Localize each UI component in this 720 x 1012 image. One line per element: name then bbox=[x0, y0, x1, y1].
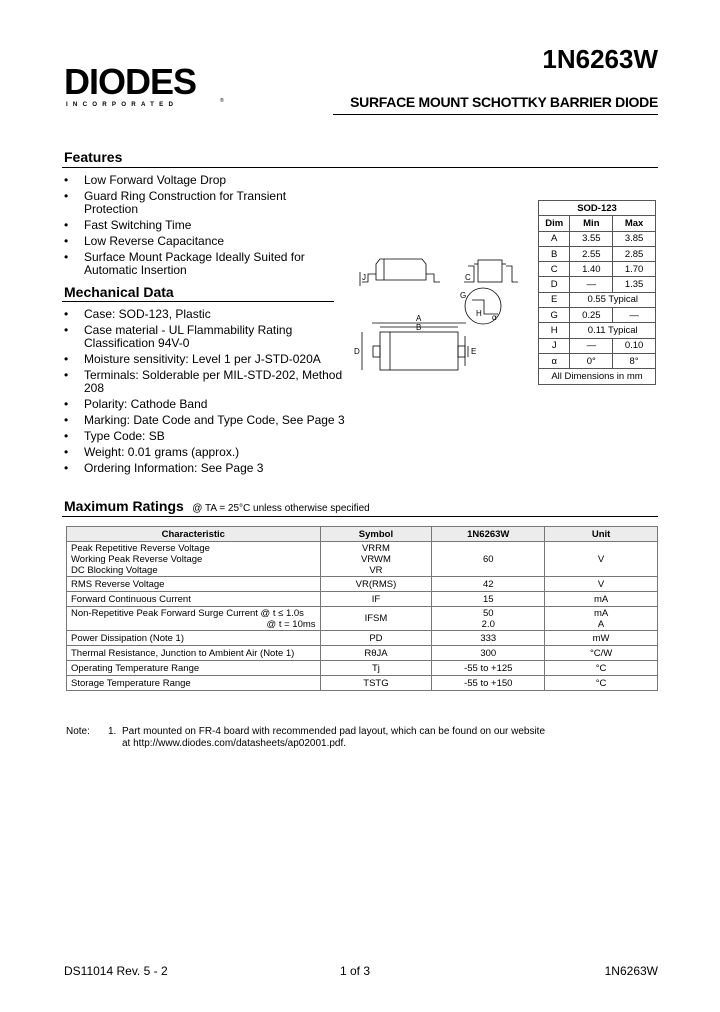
ratings-characteristic-line: Storage Temperature Range bbox=[71, 677, 191, 689]
list-item-text: Polarity: Cathode Band bbox=[84, 397, 208, 411]
top-view-pad-right bbox=[458, 346, 465, 357]
dim-cell: A bbox=[539, 231, 570, 246]
ratings-symbol-line: PD bbox=[369, 632, 383, 644]
ratings-value-line: 300 bbox=[480, 647, 497, 659]
dim-row bbox=[539, 231, 656, 246]
ratings-characteristic-line: Operating Temperature Range bbox=[71, 662, 200, 674]
dim-cell: α bbox=[539, 353, 570, 368]
list-item-text: Case material - UL Flammability Rating bbox=[84, 323, 293, 337]
dim-footer: All Dimensions in mm bbox=[539, 369, 656, 384]
dim-row bbox=[539, 277, 656, 292]
ratings-characteristic-line: @ t = 10ms bbox=[266, 618, 316, 630]
label-j: J bbox=[362, 273, 366, 282]
list-item-text: Moisture sensitivity: Level 1 per J-STD-020A bbox=[84, 352, 321, 366]
list-item bbox=[64, 190, 354, 216]
dim-cell: C bbox=[539, 262, 570, 277]
label-d: D bbox=[354, 347, 360, 356]
ratings-header-row bbox=[67, 527, 658, 542]
list-item bbox=[64, 462, 364, 475]
ratings-characteristic bbox=[67, 542, 321, 577]
ratings-symbol bbox=[320, 676, 432, 691]
ratings-characteristic-line: Forward Continuous Current bbox=[71, 593, 191, 605]
ratings-characteristic-line: Working Peak Reverse Voltage bbox=[71, 553, 203, 565]
dim-cell: 1.70 bbox=[613, 262, 656, 277]
dim-cell: 0.25 bbox=[570, 308, 613, 323]
list-item bbox=[64, 353, 364, 366]
ratings-symbol bbox=[320, 631, 432, 646]
ratings-unit-line: °C bbox=[595, 662, 607, 674]
logo-subtext: INCORPORATED bbox=[66, 101, 179, 108]
dim-row bbox=[539, 338, 656, 353]
ratings-value-line: 42 bbox=[482, 578, 494, 590]
list-item-text: Guard Ring Construction for Transient bbox=[84, 189, 287, 203]
ratings-symbol bbox=[320, 661, 432, 676]
ratings-header-cell: Symbol bbox=[320, 527, 432, 542]
ratings-unit bbox=[545, 676, 658, 691]
dim-cell: E bbox=[539, 292, 570, 307]
note-text bbox=[122, 726, 545, 750]
ratings-symbol bbox=[320, 577, 432, 592]
ratings-row bbox=[67, 631, 658, 646]
ratings-row bbox=[67, 676, 658, 691]
dim-cell: 1.35 bbox=[613, 277, 656, 292]
list-item bbox=[64, 414, 364, 427]
ratings-unit bbox=[545, 631, 658, 646]
list-item bbox=[64, 308, 364, 321]
ratings-characteristic bbox=[67, 631, 321, 646]
ratings-characteristic-line: Non-Repetitive Peak Forward Surge Current @ t ≤ 1.0s bbox=[71, 607, 304, 619]
ratings-symbol bbox=[320, 542, 432, 577]
mechanical-divider bbox=[62, 301, 334, 302]
ratings-characteristic-line: DC Blocking Voltage bbox=[71, 564, 158, 576]
dim-row bbox=[539, 262, 656, 277]
label-c: C bbox=[465, 273, 471, 282]
label-a: A bbox=[416, 314, 422, 323]
label-h: H bbox=[476, 309, 482, 318]
ratings-symbol bbox=[320, 646, 432, 661]
list-item-text: Classification 94V-0 bbox=[84, 336, 190, 350]
list-item bbox=[64, 446, 364, 459]
ratings-symbol-line: TSTG bbox=[363, 677, 389, 689]
ratings-unit-line: °C bbox=[595, 677, 607, 689]
ratings-row bbox=[67, 592, 658, 607]
ratings-value bbox=[432, 542, 545, 577]
diodes-logo: DIODES bbox=[64, 61, 197, 102]
end-view-body bbox=[478, 260, 502, 282]
list-item bbox=[64, 369, 364, 395]
ratings-header-cell: Characteristic bbox=[67, 527, 321, 542]
ratings-unit bbox=[545, 607, 658, 631]
mechanical-list bbox=[64, 308, 364, 478]
dim-header-row bbox=[539, 216, 656, 231]
dim-cell: — bbox=[570, 277, 613, 292]
list-item bbox=[64, 398, 364, 411]
ratings-value bbox=[432, 577, 545, 592]
dim-footer-row bbox=[539, 369, 656, 384]
list-item bbox=[64, 174, 354, 187]
ratings-condition: @ TA = 25°C unless otherwise specified bbox=[192, 503, 370, 514]
ratings-value-line: 333 bbox=[480, 632, 497, 644]
dim-cell: 0.10 bbox=[613, 338, 656, 353]
ratings-value bbox=[432, 607, 545, 631]
dim-header-cell: Dim bbox=[539, 216, 570, 231]
list-item-text: Automatic Insertion bbox=[84, 263, 187, 277]
list-item-text: Low Forward Voltage Drop bbox=[84, 173, 227, 187]
ratings-unit bbox=[545, 661, 658, 676]
footer-doc-id: DS11014 Rev. 5 - 2 bbox=[64, 964, 168, 978]
list-item-text: Type Code: SB bbox=[84, 429, 165, 443]
ratings-unit-line: mW bbox=[592, 632, 610, 644]
ratings-characteristic-line: Thermal Resistance, Junction to Ambient Air (Note 1) bbox=[71, 647, 295, 659]
ratings-unit-line: mA bbox=[593, 593, 609, 605]
ratings-value-line: -55 to +125 bbox=[464, 662, 513, 674]
ratings-value bbox=[432, 646, 545, 661]
registered-mark: ® bbox=[220, 98, 224, 104]
package-outline-drawing bbox=[340, 250, 540, 380]
ratings-symbol-line: VRWM bbox=[360, 553, 391, 565]
list-item-text: Terminals: Solderable per MIL-STD-202, Method bbox=[84, 368, 343, 382]
ratings-unit bbox=[545, 542, 658, 577]
ratings-unit bbox=[545, 592, 658, 607]
header-divider bbox=[333, 114, 658, 115]
ratings-value-line: 15 bbox=[482, 593, 494, 605]
ratings-characteristic bbox=[67, 592, 321, 607]
ratings-symbol-line: Tj bbox=[371, 662, 380, 674]
dim-title-row bbox=[539, 201, 656, 216]
list-item-text: Marking: Date Code and Type Code, See Page 3 bbox=[84, 413, 345, 427]
dim-cell: H bbox=[539, 323, 570, 338]
dim-cell: 2.55 bbox=[570, 246, 613, 261]
ratings-heading-row bbox=[64, 498, 370, 516]
ratings-value-line: -55 to +150 bbox=[464, 677, 513, 689]
ratings-table bbox=[66, 526, 658, 691]
footer-part: 1N6263W bbox=[604, 964, 658, 978]
ratings-value bbox=[432, 676, 545, 691]
dim-cell: 8° bbox=[613, 353, 656, 368]
dim-header-cell: Min bbox=[570, 216, 613, 231]
dim-cell: 2.85 bbox=[613, 246, 656, 261]
ratings-characteristic bbox=[67, 661, 321, 676]
dim-row bbox=[539, 308, 656, 323]
ratings-row bbox=[67, 542, 658, 577]
ratings-header-cell: Unit bbox=[545, 527, 658, 542]
ratings-value-line: 60 bbox=[482, 553, 494, 565]
label-alpha: α bbox=[492, 313, 497, 322]
ratings-characteristic bbox=[67, 646, 321, 661]
dim-cell: 3.55 bbox=[570, 231, 613, 246]
list-item-text: 208 bbox=[84, 381, 105, 395]
ratings-unit-line: °C/W bbox=[589, 647, 613, 659]
part-number-title: 1N6263W bbox=[542, 44, 658, 74]
note-number: 1. bbox=[108, 726, 117, 737]
ratings-value-line: 50 bbox=[482, 607, 494, 619]
list-item-text: Case: SOD-123, Plastic bbox=[84, 307, 211, 321]
label-e: E bbox=[471, 347, 477, 356]
ratings-row bbox=[67, 661, 658, 676]
footer-page: 1 of 3 bbox=[340, 964, 371, 978]
ratings-characteristic-line: Power Dissipation (Note 1) bbox=[71, 632, 184, 644]
features-list bbox=[64, 174, 354, 280]
ratings-unit bbox=[545, 646, 658, 661]
dim-row bbox=[539, 292, 656, 307]
ratings-divider bbox=[62, 516, 658, 517]
ratings-unit-line: V bbox=[597, 578, 605, 590]
features-heading: Features bbox=[64, 149, 123, 165]
ratings-unit-line: V bbox=[597, 553, 605, 565]
dim-cell: J bbox=[539, 338, 570, 353]
ratings-symbol-line: VR(RMS) bbox=[355, 578, 397, 590]
side-view-lead-right bbox=[426, 274, 440, 282]
side-view-body bbox=[376, 259, 426, 280]
label-g: G bbox=[460, 291, 467, 300]
dim-header-cell: Max bbox=[613, 216, 656, 231]
list-item bbox=[64, 251, 354, 277]
ratings-value-line: 2.0 bbox=[481, 618, 495, 630]
mechanical-heading: Mechanical Data bbox=[64, 284, 174, 300]
ratings-value bbox=[432, 661, 545, 676]
ratings-symbol bbox=[320, 592, 432, 607]
ratings-value bbox=[432, 592, 545, 607]
label-b: B bbox=[416, 323, 422, 332]
dim-row bbox=[539, 246, 656, 261]
note-line: at http://www.diodes.com/datasheets/ap02001.pdf. bbox=[122, 738, 347, 749]
list-item bbox=[64, 219, 354, 232]
features-divider bbox=[62, 167, 658, 168]
ratings-symbol bbox=[320, 607, 432, 631]
top-view-body bbox=[380, 332, 458, 370]
list-item bbox=[64, 235, 354, 248]
top-view-pad-left bbox=[373, 346, 380, 357]
ratings-unit-line: mA bbox=[593, 607, 609, 619]
list-item-text: Weight: 0.01 grams (approx.) bbox=[84, 445, 240, 459]
dim-cell: B bbox=[539, 246, 570, 261]
dim-cell: — bbox=[613, 308, 656, 323]
ratings-symbol-line: IF bbox=[371, 593, 381, 605]
ratings-characteristic bbox=[67, 676, 321, 691]
ratings-header-cell: 1N6263W bbox=[432, 527, 545, 542]
ratings-characteristic-line: RMS Reverse Voltage bbox=[71, 578, 165, 590]
document-subtitle: SURFACE MOUNT SCHOTTKY BARRIER DIODE bbox=[350, 94, 658, 110]
dimensions-table bbox=[538, 200, 656, 385]
list-item-text: Low Reverse Capacitance bbox=[84, 234, 225, 248]
dim-cell: 3.85 bbox=[613, 231, 656, 246]
ratings-characteristic bbox=[67, 577, 321, 592]
ratings-characteristic bbox=[67, 607, 321, 631]
ratings-unit bbox=[545, 577, 658, 592]
dim-cell: G bbox=[539, 308, 570, 323]
ratings-symbol-line: RθJA bbox=[364, 647, 388, 659]
ratings-symbol-line: VR bbox=[369, 564, 383, 576]
note-label: Note: bbox=[66, 726, 90, 737]
ratings-symbol-line: VRRM bbox=[361, 542, 390, 554]
ratings-characteristic-line: Peak Repetitive Reverse Voltage bbox=[71, 542, 210, 554]
dim-title: SOD-123 bbox=[539, 201, 656, 216]
ratings-unit-line: A bbox=[597, 618, 605, 630]
note-line: Part mounted on FR-4 board with recommended pad layout, which can be found on our website bbox=[122, 726, 546, 737]
dim-cell: 0.55 Typical bbox=[570, 292, 656, 307]
dim-row bbox=[539, 353, 656, 368]
dim-cell: — bbox=[570, 338, 613, 353]
list-item-text: Surface Mount Package Ideally Suited for bbox=[84, 250, 305, 264]
dim-cell: 0° bbox=[570, 353, 613, 368]
dim-cell: D bbox=[539, 277, 570, 292]
dim-cell: 1.40 bbox=[570, 262, 613, 277]
list-item bbox=[64, 430, 364, 443]
dim-row bbox=[539, 323, 656, 338]
dim-cell: 0.11 Typical bbox=[570, 323, 656, 338]
list-item-text: Protection bbox=[84, 202, 139, 216]
ratings-row bbox=[67, 607, 658, 631]
list-item-text: Fast Switching Time bbox=[84, 218, 192, 232]
ratings-value bbox=[432, 631, 545, 646]
list-item bbox=[64, 324, 364, 350]
ratings-heading: Maximum Ratings bbox=[64, 498, 184, 514]
list-item-text: Ordering Information: See Page 3 bbox=[84, 461, 264, 475]
ratings-row bbox=[67, 577, 658, 592]
ratings-symbol-line: IFSM bbox=[364, 613, 388, 624]
ratings-row bbox=[67, 646, 658, 661]
